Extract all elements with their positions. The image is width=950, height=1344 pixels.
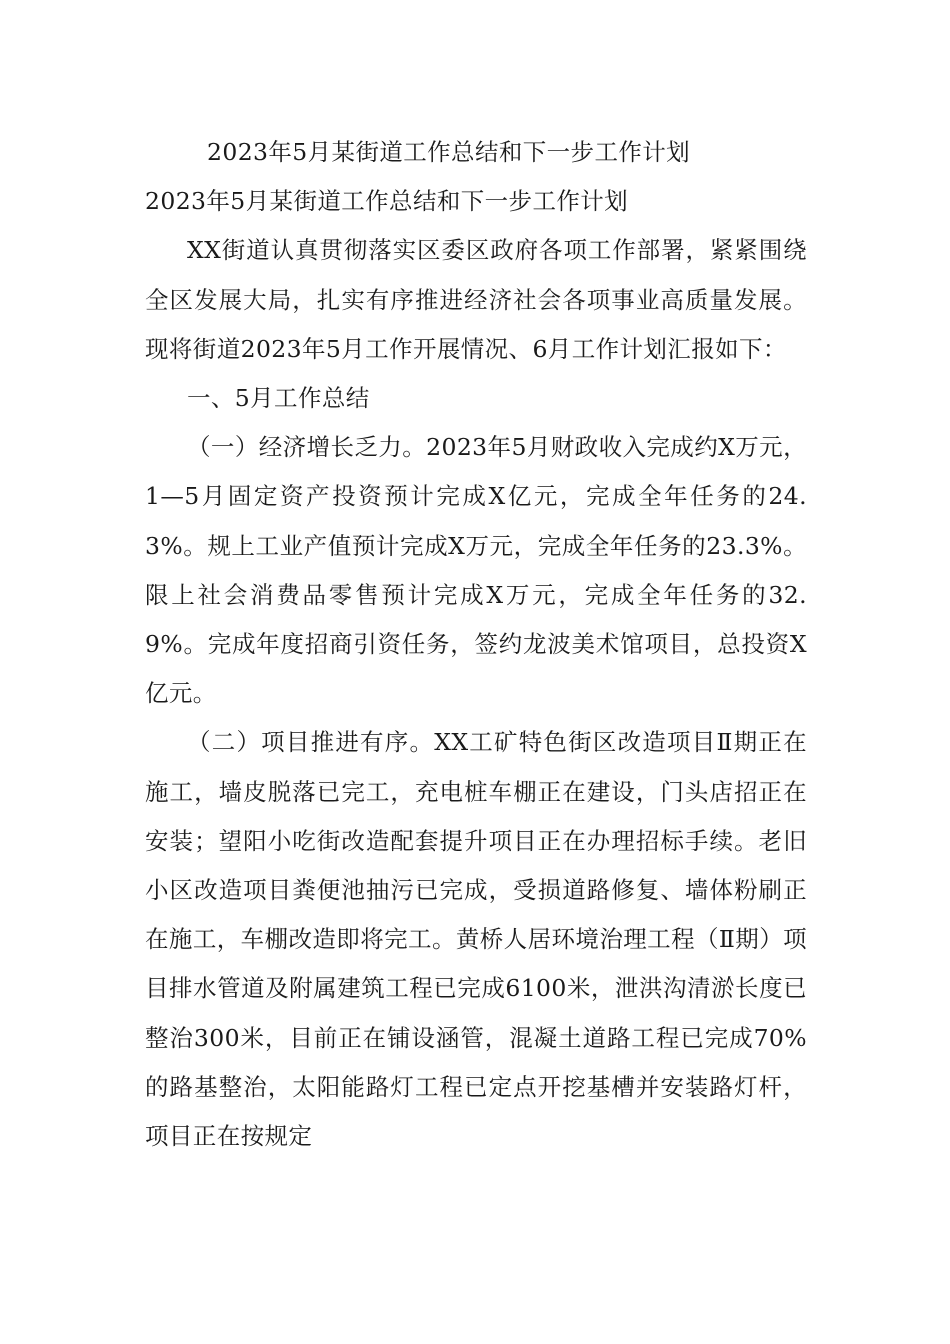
paragraph-projects: （二）项目推进有序。XX工矿特色街区改造项目Ⅱ期正在施工，墙皮脱落已完工，充电桩车棚正在建设，门头店招正在安装；望阳小吃街改造配套提升项目正在办理招标手续。老旧小区改造项目粪便池抽污已完成，受损道路修复、墙体粉刷正在施工，车棚改造即将完工。黄桥人居环境治理工程（Ⅱ期）项目排水管道及附属建筑工程已完成6100米，泄洪沟清淤长度已整治300米，目前正在铺设涵管，混凝土道路工程已完成70%的路基整治，太阳能路灯工程已定点开挖基槽并安装路灯杆，项目正在按规定 — [145, 728, 807, 1151]
paragraph-economy: （一）经济增长乏力。2023年5月财政收入完成约X万元，1—5月固定资产投资预计完成X亿元，完成全年任务的24.3%。规上工业产值预计完成X万元，完成全年任务的23.3%。限上社会消费品零售预计完成X万元，完成全年任务的32.9%。完成年度招商引资任务，签约龙波美术馆项目，总投资X亿元。 — [145, 433, 807, 708]
document-subtitle: 2023年5月某街道工作总结和下一步工作计划 — [145, 187, 629, 216]
document-body — [145, 128, 807, 1161]
intro-paragraph: XX街道认真贯彻落实区委区政府各项工作部署，紧紧围绕全区发展大局，扎实有序推进经济社会各项事业高质量发展。现将街道2023年5月工作开展情况、6月工作计划汇报如下： — [145, 236, 807, 363]
section-heading-1: 一、5月工作总结 — [187, 384, 370, 413]
document-title: 2023年5月某街道工作总结和下一步工作计划 — [207, 138, 691, 166]
